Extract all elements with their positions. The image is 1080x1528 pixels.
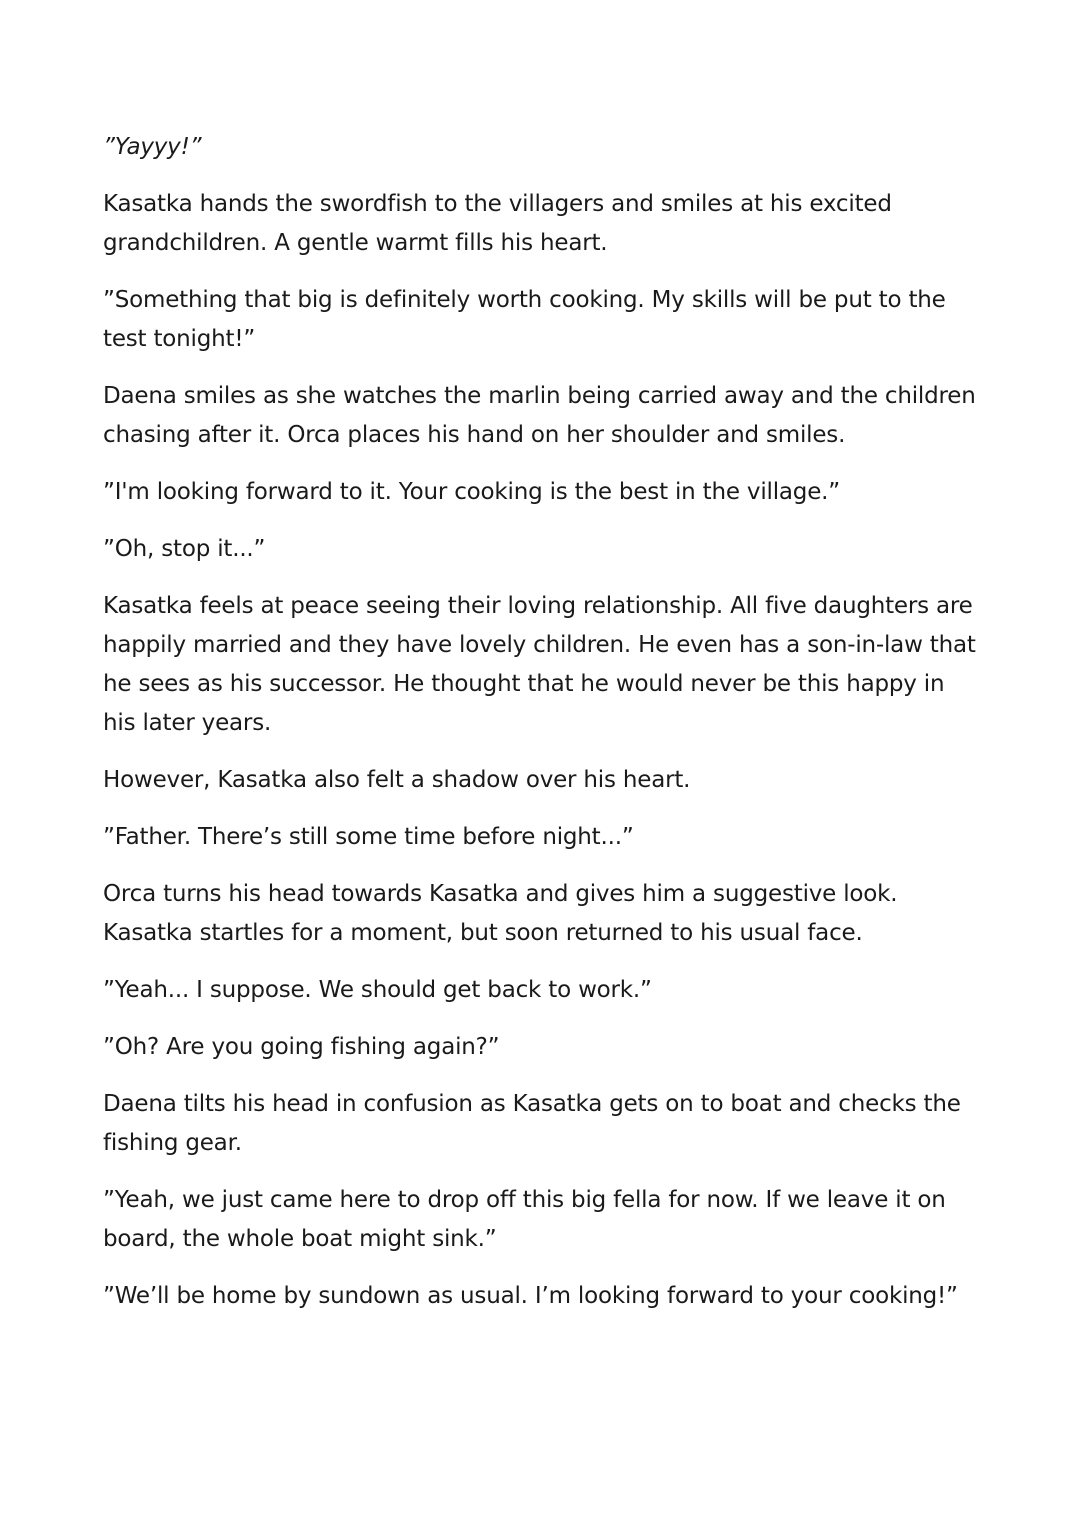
- paragraph: ”Something that big is definitely worth cooking. My skills will be put to the test tonight!”: [103, 287, 946, 352]
- paragraph: Orca turns his head towards Kasatka and gives him a suggestive look. Kasatka startles for a moment, but soon returned to his usual face.: [103, 881, 898, 946]
- paragraph: ”Yayyy!”: [103, 134, 202, 160]
- paragraph: Kasatka feels at peace seeing their loving relationship. All five daughters are happily married and they have lovely children. He even has a son-in-law that he sees as his successor. He thought that he would never be this happy in his later years.: [103, 593, 976, 736]
- paragraph: ”I'm looking forward to it. Your cooking is the best in the village.”: [103, 479, 840, 505]
- paragraph: Daena tilts his head in confusion as Kasatka gets on to boat and checks the fishing gear.: [103, 1091, 961, 1156]
- paragraph: Daena smiles as she watches the marlin being carried away and the children chasing after it. Orca places his hand on her shoulder and smiles.: [103, 383, 976, 448]
- paragraph: However, Kasatka also felt a shadow over his heart.: [103, 767, 691, 793]
- paragraph: Kasatka hands the swordfish to the villagers and smiles at his excited grandchildren. A gentle warmt fills his heart.: [103, 191, 892, 256]
- paragraph: ”Oh? Are you going fishing again?”: [103, 1034, 500, 1060]
- paragraph: ”We’ll be home by sundown as usual. I’m looking forward to your cooking!”: [103, 1283, 958, 1309]
- paragraph: ”Father. There’s still some time before night...”: [103, 824, 634, 850]
- paragraph: ”Oh, stop it...”: [103, 536, 266, 562]
- paragraph: ”Yeah, we just came here to drop off this big fella for now. If we leave it on board, the whole boat might sink.”: [103, 1187, 946, 1252]
- paragraph: ”Yeah... I suppose. We should get back to work.”: [103, 977, 652, 1003]
- document-page: [103, 128, 983, 1334]
